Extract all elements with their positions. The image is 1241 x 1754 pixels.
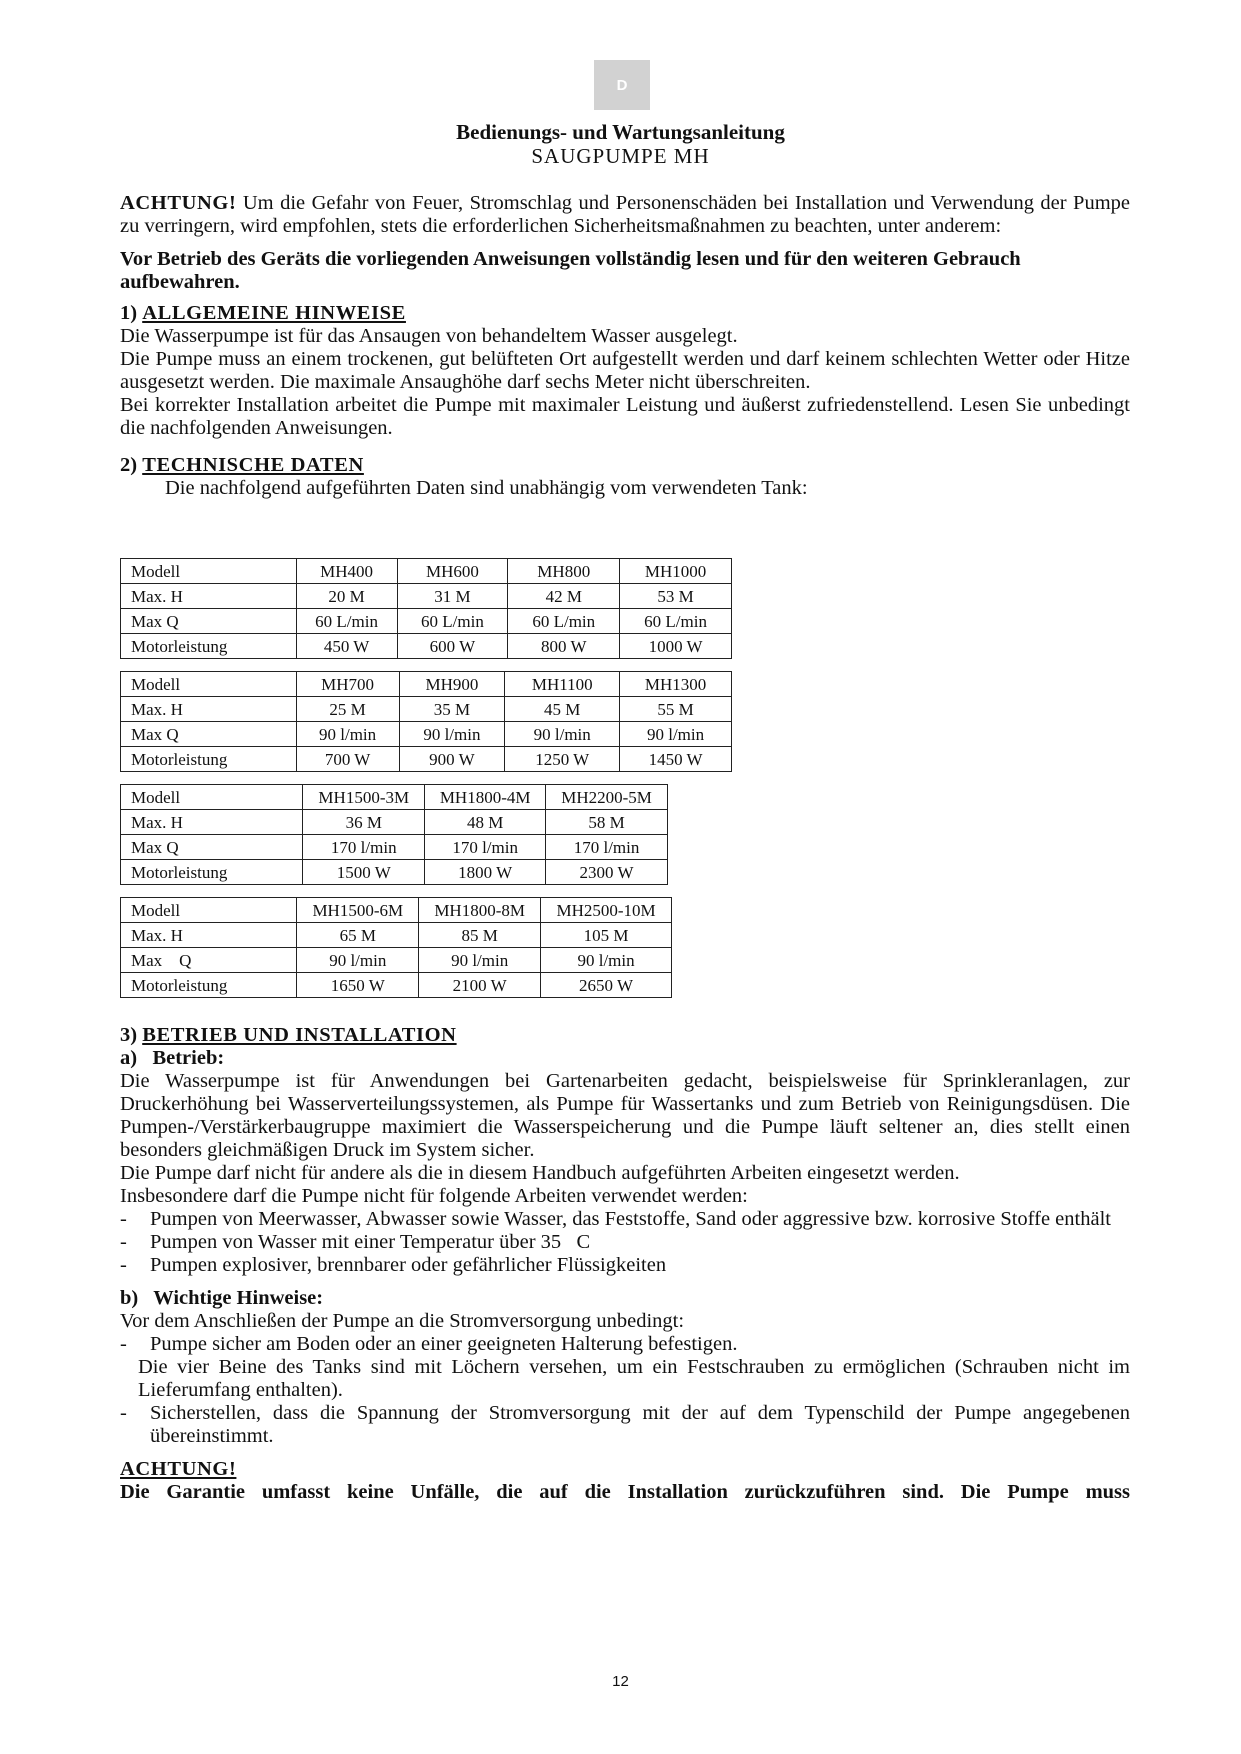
bullet-dash: - xyxy=(120,1402,127,1424)
table-cell: Modell xyxy=(121,785,303,810)
spec-table-3 xyxy=(120,784,668,885)
table-cell: 48 M xyxy=(425,810,546,835)
table-row xyxy=(121,810,668,835)
section3a-line-3: Insbesondere darf die Pumpe nicht für folgende Arbeiten verwendet werden: xyxy=(120,1185,748,1207)
table-cell: MH400 xyxy=(296,559,397,584)
section1-number: 1) xyxy=(120,302,143,324)
list-item-text: Pumpen von Wasser mit einer Temperatur über 35 C xyxy=(150,1231,591,1253)
table-row xyxy=(121,697,732,722)
table-cell: MH2200-5M xyxy=(546,785,668,810)
list-item-text: Pumpe sicher am Boden oder an einer geeigneten Halterung befestigen. xyxy=(150,1333,738,1355)
table-row xyxy=(121,747,732,772)
table-cell: MH1000 xyxy=(620,559,732,584)
table-cell: Motorleistung xyxy=(121,634,297,659)
section3-heading xyxy=(120,1024,1130,1047)
spec-tables xyxy=(120,558,1130,998)
table-cell: 90 l/min xyxy=(541,948,672,973)
table-cell: 1000 W xyxy=(620,634,732,659)
bullet-dash: - xyxy=(120,1333,127,1355)
table-cell: 58 M xyxy=(546,810,668,835)
table-cell: 1650 W xyxy=(297,973,419,998)
table-cell: 85 M xyxy=(419,923,541,948)
table-cell: MH600 xyxy=(397,559,508,584)
table-row xyxy=(121,898,672,923)
section1-line-2: Die Pumpe muss an einem trockenen, gut belüfteten Ort aufgestellt werden und darf keinem schlechten Wetter oder Hitze ausgesetzt werden. Die maximale Ansaughöhe darf sechs Meter nicht überschreiten. xyxy=(120,348,1130,393)
bullet-dash: - xyxy=(120,1231,127,1253)
table-cell: Modell xyxy=(121,898,297,923)
table-row xyxy=(121,609,732,634)
table-cell: 600 W xyxy=(397,634,508,659)
warning2-title: ACHTUNG! xyxy=(120,1458,237,1480)
table-cell: 35 M xyxy=(399,697,505,722)
table-cell: 42 M xyxy=(508,584,620,609)
table-cell: 450 W xyxy=(296,634,397,659)
table-cell: 45 M xyxy=(505,697,620,722)
section3a-line-2: Die Pumpe darf nicht für andere als die in diesem Handbuch aufgeführten Arbeiten eingesetzt werden. xyxy=(120,1162,960,1184)
section3b-intro: Vor dem Anschließen der Pumpe an die Stromversorgung unbedingt: xyxy=(120,1310,685,1332)
table-cell: MH800 xyxy=(508,559,620,584)
table-cell: 55 M xyxy=(620,697,732,722)
table-cell: 36 M xyxy=(303,810,425,835)
list-item xyxy=(120,1254,1130,1277)
table-row xyxy=(121,722,732,747)
table-cell: 60 L/min xyxy=(296,609,397,634)
table-cell: 90 l/min xyxy=(505,722,620,747)
table-row xyxy=(121,672,732,697)
table-cell: 2100 W xyxy=(419,973,541,998)
table-row xyxy=(121,785,668,810)
table-cell: Modell xyxy=(121,672,297,697)
table-cell: Max Q xyxy=(121,948,297,973)
section2-heading xyxy=(120,454,1130,477)
table-cell: 31 M xyxy=(397,584,508,609)
table-cell: 90 l/min xyxy=(399,722,505,747)
table-cell: Max. H xyxy=(121,810,303,835)
table-row xyxy=(121,634,732,659)
table-cell: Max. H xyxy=(121,584,297,609)
section3b-continuation: Die vier Beine des Tanks sind mit Löchern versehen, um ein Festschrauben zu ermöglichen (Schrauben nicht im Lieferumfang enthalten). xyxy=(138,1356,1130,1401)
bullet-dash: - xyxy=(120,1254,127,1276)
table-cell: 1500 W xyxy=(303,860,425,885)
list-item xyxy=(120,1402,1130,1448)
section3b-title: b) Wichtige Hinweise: xyxy=(120,1287,324,1309)
table-cell: Motorleistung xyxy=(121,860,303,885)
section3-number: 3) xyxy=(120,1024,143,1046)
table-cell: 170 l/min xyxy=(425,835,546,860)
table-cell: 2650 W xyxy=(541,973,672,998)
table-cell: 90 l/min xyxy=(296,722,399,747)
table-cell: 900 W xyxy=(399,747,505,772)
table-cell: 90 l/min xyxy=(620,722,732,747)
section1-title: ALLGEMEINE HINWEISE xyxy=(142,302,406,324)
section1-heading xyxy=(120,302,1130,325)
table-row xyxy=(121,973,672,998)
table-cell: 53 M xyxy=(620,584,732,609)
table-cell: Max Q xyxy=(121,835,303,860)
table-cell: 60 L/min xyxy=(397,609,508,634)
table-cell: 700 W xyxy=(296,747,399,772)
table-cell: Max Q xyxy=(121,609,297,634)
warning-paragraph xyxy=(120,192,1130,238)
table-cell: 1250 W xyxy=(505,747,620,772)
document-body xyxy=(120,192,1130,1504)
table-cell: Modell xyxy=(121,559,297,584)
section2-title: TECHNISCHE DATEN xyxy=(142,454,364,476)
spec-table-1 xyxy=(120,558,732,659)
table-cell: Max. H xyxy=(121,697,297,722)
table-cell: Max. H xyxy=(121,923,297,948)
table-cell: 105 M xyxy=(541,923,672,948)
section1-line-1: Die Wasserpumpe ist für das Ansaugen von behandeltem Wasser ausgelegt. xyxy=(120,325,738,347)
read-notice: Vor Betrieb des Geräts die vorliegenden Anweisungen vollständig lesen und für den weiteren Gebrauch aufbewahren. xyxy=(120,248,1021,293)
section3a-paragraph: Die Wasserpumpe ist für Anwendungen bei Gartenarbeiten gedacht, beispielsweise für Sprinkleranlagen, zur Druckerhöhung bei Wasserverteilungssystemen, als Pumpe für Wassertanks und zum Betrieb von Reinigungsdüsen. Die Pumpen-/Verstärkerbaugruppe maximiert die Wasserspeicherung und die Pumpe läuft seltener an, dies stellt einen besonders gleichmäßigen Druck im System sicher. xyxy=(120,1070,1130,1161)
table-cell: MH1100 xyxy=(505,672,620,697)
page-number: 12 xyxy=(612,1673,629,1690)
table-cell: MH900 xyxy=(399,672,505,697)
list-item xyxy=(120,1208,1130,1231)
table-cell: MH1500-3M xyxy=(303,785,425,810)
section3a-title: a) Betrieb: xyxy=(120,1047,225,1069)
table-cell: 20 M xyxy=(296,584,397,609)
table-row xyxy=(121,923,672,948)
table-cell: Motorleistung xyxy=(121,973,297,998)
table-cell: 90 l/min xyxy=(297,948,419,973)
list-item-text: Pumpen explosiver, brennbarer oder gefährlicher Flüssigkeiten xyxy=(150,1254,667,1276)
language-badge: D xyxy=(594,60,650,110)
table-cell: MH1800-8M xyxy=(419,898,541,923)
table-cell: 170 l/min xyxy=(546,835,668,860)
section2-number: 2) xyxy=(120,454,143,476)
section3-title: BETRIEB UND INSTALLATION xyxy=(142,1024,457,1046)
document-subtitle: SAUGPUMPE MH xyxy=(531,144,710,168)
table-row xyxy=(121,584,732,609)
table-cell: MH1300 xyxy=(620,672,732,697)
table-row xyxy=(121,559,732,584)
table-cell: 800 W xyxy=(508,634,620,659)
spec-table-4 xyxy=(120,897,672,998)
table-cell: 60 L/min xyxy=(508,609,620,634)
table-cell: MH2500-10M xyxy=(541,898,672,923)
list-item xyxy=(120,1231,1130,1254)
table-cell: 1800 W xyxy=(425,860,546,885)
list-item-text: Sicherstellen, dass die Spannung der Stromversorgung mit der auf dem Typenschild der Pumpe angegebenen übereinstimmt. xyxy=(150,1402,1130,1447)
table-cell: 90 l/min xyxy=(419,948,541,973)
table-row xyxy=(121,948,672,973)
section1-line-3: Bei korrekter Installation arbeitet die Pumpe mit maximaler Leistung und äußerst zufriedenstellend. Lesen Sie unbedingt die nachfolgenden Anweisungen. xyxy=(120,394,1130,439)
document-title: Bedienungs- und Wartungsanleitung xyxy=(456,120,785,144)
section2-intro: Die nachfolgend aufgeführten Daten sind unabhängig vom verwendeten Tank: xyxy=(165,477,808,499)
table-cell: 170 l/min xyxy=(303,835,425,860)
warning2-text: Die Garantie umfasst keine Unfälle, die auf die Installation zurückzuführen sind. Die Pumpe muss xyxy=(120,1481,1130,1503)
table-cell: 1450 W xyxy=(620,747,732,772)
table-cell: MH1800-4M xyxy=(425,785,546,810)
table-cell: 65 M xyxy=(297,923,419,948)
table-cell: 60 L/min xyxy=(620,609,732,634)
table-cell: 25 M xyxy=(296,697,399,722)
table-cell: Motorleistung xyxy=(121,747,297,772)
list-item xyxy=(120,1333,1130,1356)
table-cell: MH700 xyxy=(296,672,399,697)
warning-lead: ACHTUNG! xyxy=(120,192,237,214)
spec-table-2 xyxy=(120,671,732,772)
list-item-text: Pumpen von Meerwasser, Abwasser sowie Wasser, das Feststoffe, Sand oder aggressive bzw. korrosive Stoffe enthält xyxy=(150,1208,1111,1230)
table-row xyxy=(121,860,668,885)
bullet-dash: - xyxy=(120,1208,127,1230)
warning-text: Um die Gefahr von Feuer, Stromschlag und Personenschäden bei Installation und Verwendung der Pumpe zu verringern, wird empfohlen, stets die erforderlichen Sicherheitsmaßnahmen zu beachten, unter anderem: xyxy=(120,192,1130,237)
table-cell: Max Q xyxy=(121,722,297,747)
table-row xyxy=(121,835,668,860)
table-cell: 2300 W xyxy=(546,860,668,885)
table-cell: MH1500-6M xyxy=(297,898,419,923)
